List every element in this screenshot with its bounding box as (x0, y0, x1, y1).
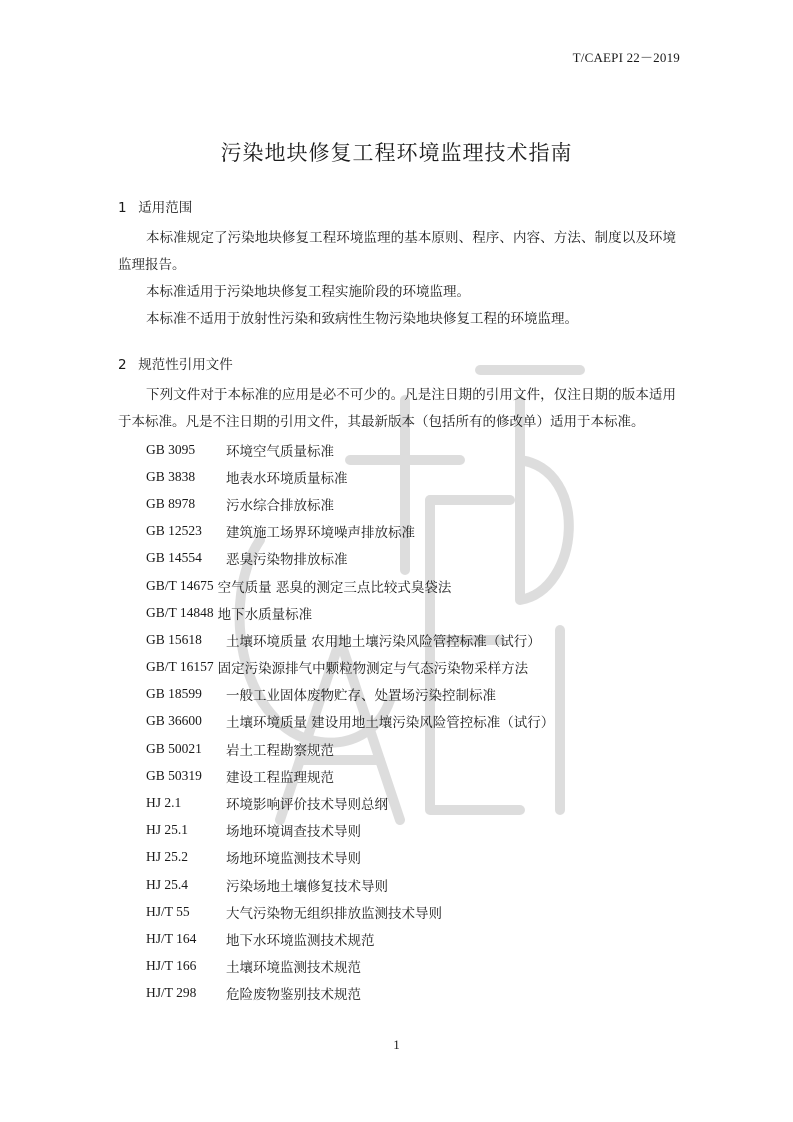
reference-item (146, 463, 554, 490)
reference-item (146, 844, 554, 871)
section-title: 规范性引用文件 (138, 357, 233, 373)
reference-item (146, 572, 554, 599)
reference-title: 环境空气质量标准 (226, 443, 334, 460)
reference-title: 地表水环境质量标准 (226, 470, 348, 487)
reference-item (146, 871, 554, 898)
reference-title: 环境影响评价技术导则总纲 (226, 797, 388, 814)
reference-code: HJ/T 55 (146, 903, 190, 919)
reference-title: 危险废物鉴别技术规范 (226, 987, 361, 1004)
reference-item (146, 817, 554, 844)
reference-code: GB 3838 (146, 468, 196, 484)
section-1-paragraph-3: 本标准不适用于放射性污染和致病性生物污染地块修复工程的环境监理。 (146, 311, 578, 327)
reference-code: GB 3095 (146, 441, 196, 457)
reference-item (146, 735, 554, 762)
reference-title: 土壤环境监测技术规范 (226, 960, 361, 977)
reference-title: 场地环境调查技术导则 (226, 824, 361, 841)
reference-title: 土壤环境质量 建设用地土壤污染风险管控标准（试行） (226, 715, 555, 732)
reference-title: 场地环境监测技术导则 (226, 851, 361, 868)
reference-item (146, 708, 554, 735)
reference-code: GB 12523 (146, 523, 202, 539)
section-1-heading (118, 196, 192, 216)
reference-title: 污染场地土壤修复技术导则 (226, 878, 388, 895)
reference-title: 恶臭污染物排放标准 (226, 552, 348, 569)
reference-title: 建筑施工场界环境噪声排放标准 (226, 525, 415, 542)
reference-code: GB 14554 (146, 550, 202, 566)
reference-item (146, 898, 554, 925)
section-2-heading (118, 353, 233, 373)
reference-item (146, 626, 554, 653)
reference-code: HJ 25.4 (146, 876, 189, 892)
page-title: 污染地块修复工程环境监理技术指南 (220, 141, 573, 165)
reference-title: 空气质量 恶臭的测定三点比较式臭袋法 (217, 579, 452, 596)
reference-item (146, 980, 554, 1007)
reference-code: GB 50021 (146, 740, 202, 756)
reference-code: GB/T 14675 (146, 577, 214, 593)
reference-item (146, 762, 554, 789)
reference-title: 建设工程监理规范 (226, 769, 334, 786)
reference-title: 地下水质量标准 (217, 606, 313, 623)
reference-item (146, 925, 554, 952)
reference-code: GB/T 16157 (146, 659, 214, 675)
section-2-intro: 下列文件对于本标准的应用是必不可少的。凡是注日期的引用文件，仅注日期的版本适用于本标准。凡是不注日期的引用文件，其最新版本（包括所有的修改单）适用于本标准。 (118, 387, 676, 430)
reference-title: 土壤环境质量 农用地土壤污染风险管控标准（试行） (226, 633, 541, 650)
reference-code: HJ/T 164 (146, 930, 197, 946)
document-code: T/CAEPI 22－2019 (572, 50, 680, 65)
reference-item (146, 681, 554, 708)
reference-title: 大气污染物无组织排放监测技术导则 (226, 905, 442, 922)
section-1-paragraph-1: 本标准规定了污染地块修复工程环境监理的基本原则、程序、内容、方法、制度以及环境监理报告。 (118, 230, 676, 273)
reference-item (146, 789, 554, 816)
reference-title: 一般工业固体废物贮存、处置场污染控制标准 (226, 688, 496, 705)
reference-title: 岩土工程勘察规范 (226, 742, 334, 759)
section-number: 1 (118, 200, 127, 216)
reference-item (146, 545, 554, 572)
reference-code: GB 15618 (146, 631, 202, 647)
reference-code: GB 8978 (146, 495, 196, 511)
section-number: 2 (118, 357, 127, 373)
section-1-paragraph-2: 本标准适用于污染地块修复工程实施阶段的环境监理。 (146, 284, 470, 300)
reference-item (146, 518, 554, 545)
reference-item (146, 953, 554, 980)
reference-item (146, 599, 554, 626)
reference-code: GB 18599 (146, 686, 202, 702)
reference-code: HJ 25.2 (146, 849, 189, 865)
page-number: 1 (393, 1037, 400, 1052)
reference-code: HJ 2.1 (146, 795, 182, 811)
reference-title: 污水综合排放标准 (226, 497, 334, 514)
reference-title: 固定污染源排气中颗粒物测定与气态污染物采样方法 (217, 661, 529, 678)
reference-item (146, 490, 554, 517)
reference-item (146, 654, 554, 681)
reference-code: HJ/T 166 (146, 958, 197, 974)
reference-code: HJ 25.1 (146, 822, 189, 838)
reference-code: GB 50319 (146, 767, 202, 783)
reference-list (146, 436, 554, 1007)
section-title: 适用范围 (138, 200, 193, 216)
reference-code: HJ/T 298 (146, 985, 197, 1001)
reference-item (146, 436, 554, 463)
reference-code: GB 36600 (146, 713, 202, 729)
reference-title: 地下水环境监测技术规范 (226, 932, 375, 949)
reference-code: GB/T 14848 (146, 604, 214, 620)
